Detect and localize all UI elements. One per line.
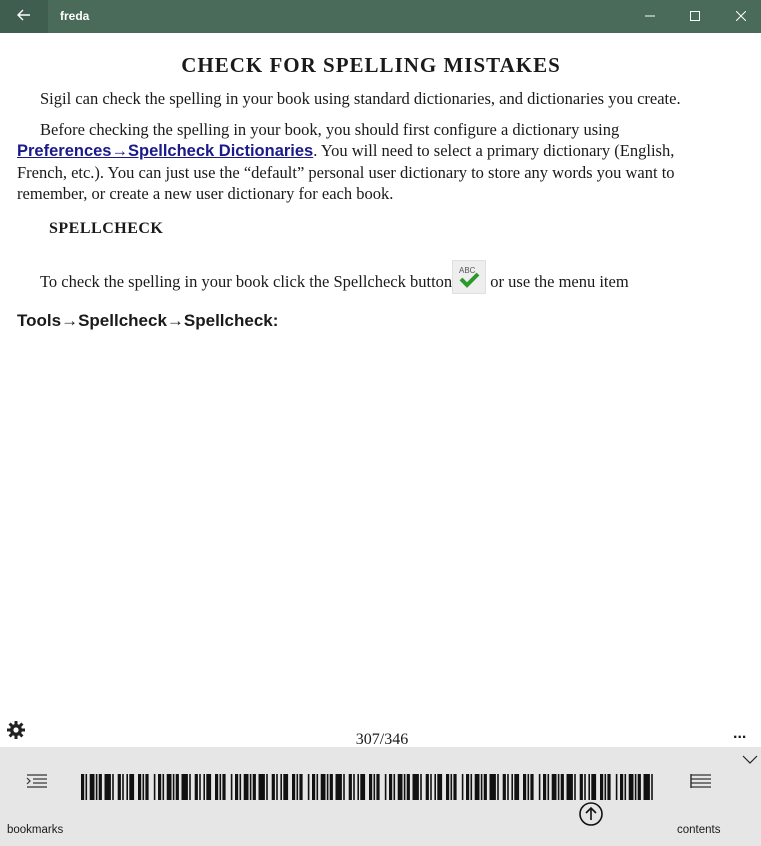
bookmarks-icon — [24, 778, 50, 795]
bookmarks-label[interactable]: bookmarks — [7, 824, 64, 836]
minimize-icon — [645, 8, 655, 26]
settings-button[interactable] — [6, 720, 26, 740]
maximize-icon — [690, 8, 700, 26]
contents-label[interactable]: contents — [677, 824, 721, 836]
paragraph-spellcheck — [17, 260, 725, 294]
paragraph-spellcheck-text-after: or use the menu item — [486, 272, 629, 291]
page-scrubber[interactable] — [81, 774, 655, 800]
collapse-button[interactable] — [740, 752, 760, 768]
back-arrow-icon — [17, 8, 31, 26]
paragraph-text-before-link: Before checking the spelling in your book, you should first configure a dictionary using — [40, 120, 620, 139]
more-options-button[interactable]: ... — [733, 725, 747, 742]
paragraph-spellcheck-text: To check the spelling in your book click the Spellcheck button — [40, 272, 453, 291]
paragraph-intro — [17, 88, 725, 109]
preferences-link[interactable]: Preferences→Spellcheck Dictionaries — [17, 142, 314, 160]
title-bar — [0, 0, 761, 33]
minimize-button[interactable] — [627, 0, 673, 33]
contents-list-icon — [689, 778, 713, 795]
paragraph-intro-text: Sigil can check the spelling in your book using standard dictionaries, and dictionaries you create. — [40, 89, 681, 108]
close-button[interactable] — [718, 0, 761, 33]
spellcheck-icon-text: ABC — [459, 266, 476, 275]
go-up-button[interactable] — [578, 801, 604, 827]
page-indicator: 307/346 — [355, 731, 409, 747]
book-page — [17, 33, 725, 331]
paragraph-dictionaries — [17, 119, 725, 204]
chapter-heading: CHECK FOR SPELLING MISTAKES — [181, 53, 561, 77]
paragraph-text-after-link: . You will need to select a primary dictionary (English, French, etc.). You can just use the “default” personal user dictionary to store any words you want to remember, or create a new user dictionary for each book. — [17, 141, 675, 203]
gear-icon — [6, 727, 26, 744]
close-icon — [736, 8, 746, 26]
app-title: freda — [60, 9, 90, 23]
maximize-button[interactable] — [672, 0, 718, 33]
section-heading: SPELLCHECK — [49, 220, 164, 237]
chevron-down-icon — [740, 755, 760, 772]
contents-button[interactable] — [689, 771, 713, 791]
bookmarks-button[interactable] — [24, 771, 50, 791]
arrow-up-circle-icon — [578, 814, 604, 831]
menu-path: Tools→Spellcheck→Spellcheck: — [17, 310, 279, 330]
spellcheck-icon — [452, 260, 486, 294]
back-button[interactable] — [0, 0, 48, 33]
